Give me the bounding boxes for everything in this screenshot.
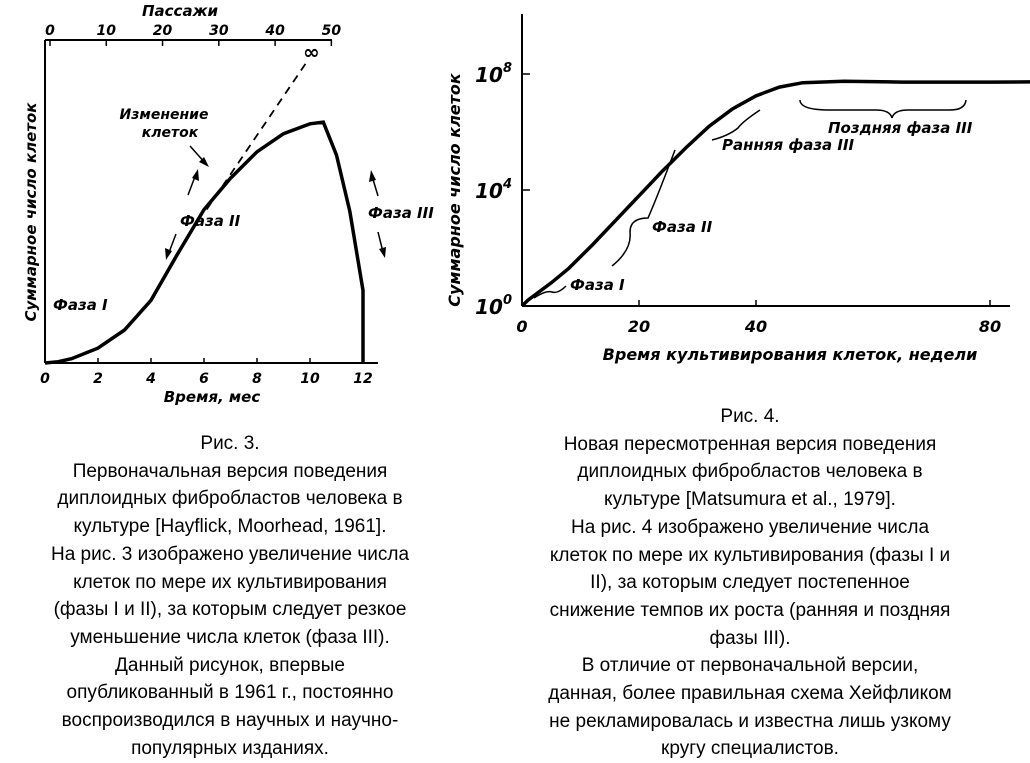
chart2-xlabel: Время культивирования клеток, недели	[602, 345, 978, 364]
caption-line: Рис. 4.	[720, 406, 780, 427]
caption-line: клеток по мере их культивирования (фазы I и	[549, 544, 951, 566]
chart2-phase1: Фаза I	[570, 276, 625, 294]
caption-line: диплоидных фибробластов человека в	[577, 461, 923, 483]
chart1-phase3: Фаза III	[368, 204, 434, 222]
chart1-top-tick-label: 20	[152, 23, 173, 39]
chart1-x-tick-label: 2	[93, 371, 103, 387]
caption-line: кругу специалистов.	[661, 738, 839, 760]
chart2-y-tick-label: $10^8$	[475, 61, 512, 87]
chart2-x-tick-label: 0	[516, 317, 528, 336]
chart1-x-tick-label: 10	[300, 371, 320, 387]
chart1-arrowhead-phase2-up	[192, 169, 199, 181]
chart1-top-tick-label: 50	[321, 23, 342, 39]
chart1-arrowhead-phase3-up	[369, 170, 376, 182]
caption-line: опубликованный в 1961 г., постоянно	[66, 682, 394, 704]
chart1-top-tick-label: 30	[209, 23, 229, 39]
chart2-x-tick-label: 40	[744, 317, 768, 336]
chart-2	[445, 14, 1030, 364]
caption-line: На рис. 3 изображено увеличение числа	[50, 543, 410, 565]
chart1-xlabel: Время, мес	[163, 388, 261, 406]
caption-line: воспроизводился в научных и научно-	[61, 710, 399, 732]
caption-line: На рис. 4 изображено увеличение числа	[570, 516, 930, 538]
chart2-late-phase3: Поздняя фаза III	[828, 119, 973, 137]
caption-line: не рекламировалась и известна лишь узкому	[549, 710, 951, 732]
caption-line: уменьшение числа клеток (фаза III).	[70, 626, 390, 648]
chart1-x-tick-label: 0	[40, 371, 50, 387]
chart2-brace-late	[800, 100, 966, 118]
chart2-curve	[522, 81, 1030, 306]
chart2-y-tick-label: $10^4$	[475, 177, 512, 203]
caption-line: данная, более правильная схема Хейфликом	[548, 683, 952, 705]
chart1-top-tick-label: 0	[45, 23, 55, 39]
caption-line: II), за которым следует постепенное	[590, 572, 910, 594]
chart1-x-tick-label: 6	[199, 371, 209, 387]
chart2-phase2: Фаза II	[652, 218, 713, 236]
chart1-annotation-change-1: Изменение	[119, 107, 209, 123]
caption-line: диплоидных фибробластов человека в	[57, 488, 403, 510]
caption-line: Первоначальная версия поведения	[72, 460, 388, 482]
chart1-ylabel: Суммарное число клеток	[22, 102, 40, 322]
caption-left	[0, 430, 460, 762]
caption-line: фазы III).	[709, 627, 791, 649]
chart2-early-phase3: Ранняя фаза III	[722, 136, 855, 154]
chart1-arrowhead-phase3-down	[379, 247, 386, 258]
caption-right	[470, 403, 1030, 763]
caption-line: популярных изданиях.	[131, 737, 329, 759]
caption-line: культуре [Matsumura et al., 1979].	[604, 489, 896, 511]
caption-line: клеток по мере их культивирования	[73, 571, 387, 593]
caption-line: Новая пересмотренная версия поведения	[563, 433, 937, 455]
caption-line: (фазы I и II), за которым следует резкое	[53, 599, 407, 621]
caption-line: снижение темпов их роста (ранняя и поздняя	[549, 599, 951, 621]
chart1-x-tick-label: 12	[353, 371, 373, 387]
chart1-x-tick-label: 8	[252, 371, 262, 387]
chart1-phase2: Фаза II	[180, 212, 241, 230]
chart1-top-axis-label: Пассажи	[141, 2, 219, 20]
chart1-top-tick-label: 40	[265, 23, 285, 39]
chart-1	[22, 2, 434, 406]
chart1-arrowhead-phase2-down	[165, 248, 172, 260]
chart1-annotation-change-2: клеток	[141, 125, 199, 141]
chart2-ylabel: Суммарное число клеток	[445, 73, 464, 307]
chart2-x-tick-label: 20	[627, 317, 651, 336]
chart2-y-tick-label: $10^0$	[475, 293, 512, 319]
chart1-x-tick-label: 4	[146, 371, 156, 387]
chart1-top-tick-label: 10	[96, 23, 117, 39]
caption-line: Данный рисунок, впервые	[115, 654, 345, 676]
chart1-infinity-symbol: ∞	[303, 40, 320, 65]
caption-line: культуре [Hayflick, Moorhead, 1961].	[73, 516, 387, 538]
chart1-phase1: Фаза I	[53, 296, 108, 314]
caption-line: Рис. 3.	[200, 433, 260, 454]
chart2-x-tick-label: 80	[978, 317, 1002, 336]
caption-line: В отличие от первоначальной версии,	[581, 655, 919, 677]
